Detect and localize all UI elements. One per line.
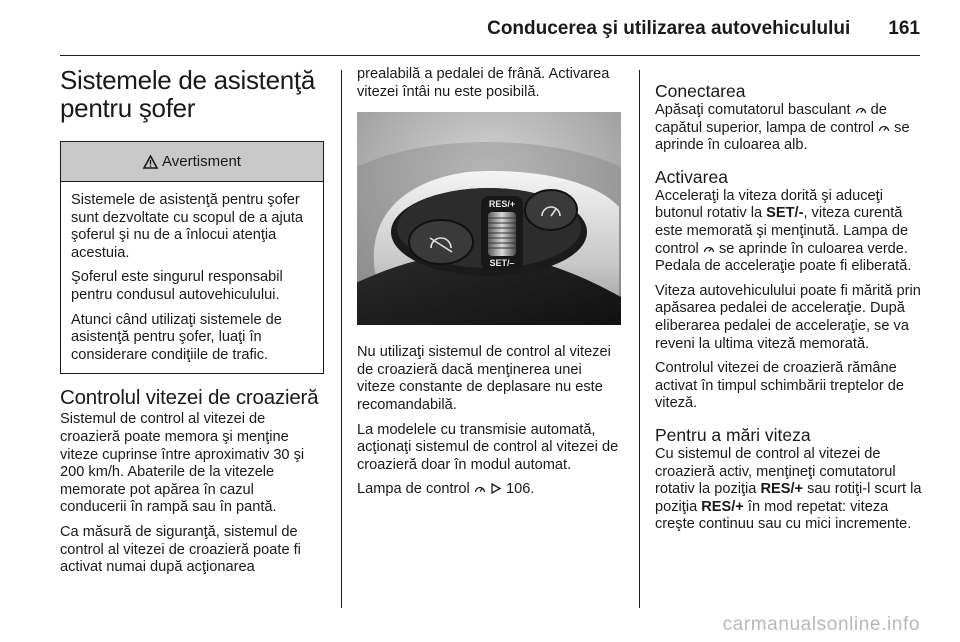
header-title: Conducerea şi utilizarea autovehiculului: [487, 18, 851, 39]
page-number: 161: [888, 18, 920, 39]
subheading-activate: Activarea: [655, 166, 728, 187]
warning-box: [60, 141, 324, 374]
column-1: [60, 66, 324, 584]
paragraph: prealabilă a pedalei de frână. Activarea vitezei întâi nu este posibilă.: [357, 66, 610, 100]
subheading-increase-speed: Pentru a mări viteza: [655, 424, 811, 445]
steering-wheel-controls-photo: [357, 112, 621, 325]
paragraph: La modelele cu transmisie automată, acţionaţi sistemul de control al vitezei de croazieră doar în modul automat.: [357, 421, 619, 473]
warning-text-1: Sistemele de asistenţă pentru şofer sunt dezvoltate cu scopul de a ajuta şoferul şi nu de a înlocui atenţia acestuia.: [71, 192, 304, 261]
paragraph: Apăsaţi comutatorul basculant de capătul superior, lampa de control se aprinde în culoarea alb.: [655, 102, 910, 154]
paragraph: Controlul vitezei de croazieră rămâne activat în timpul schimbării treptelor de viteză.: [655, 360, 905, 412]
paragraph: Viteza autovehiculului poate fi mărită prin apăsarea pedalei de acceleraţie. După eliberarea pedalei de acceleraţie, se va reveni la ultima viteză memorată.: [655, 282, 921, 352]
cruise-control-lamp-icon: [474, 483, 486, 494]
steering-wheel-illustration: [357, 112, 621, 325]
set-button-label: SET/–: [489, 258, 515, 269]
paragraph: Nu utilizaţi sistemul de control al vitezei de croazieră dacă menţinerea unei viteze constante de deplasare nu este recomandabilă.: [357, 344, 611, 413]
page-header: [0, 14, 920, 44]
page-reference-arrow-icon: [490, 483, 502, 494]
watermark: carmanualsonline.info: [722, 614, 920, 635]
paragraph: Sistemul de control al vitezei de croazieră poate memora şi menţine viteze cuprinse între aproximativ 30 şi 200 km/h. Abaterile de la vitezele memorate pot apărea în cazul conducerii în rampă sau în pantă.: [60, 411, 305, 516]
warning-body: [61, 182, 323, 373]
warning-text-2: Şoferul este singurul responsabil pentru condusul autovehiculului.: [71, 269, 283, 303]
header-divider: [60, 55, 920, 56]
res-button-label: RES/+: [488, 199, 516, 210]
paragraph: Cu sistemul de control al vitezei de croazieră activ, menţineţi comutatorul rotativ la poziţia RES/+ sau rotiţi-l scurt la poziţia RES/+ în mod repetat: viteza creşte continuu sau cu mici incremente.: [655, 445, 922, 533]
warning-text-3: Atunci când utilizaţi sistemele de asistenţă pentru şofer, luaţi în considerare condiţiile de trafic.: [71, 311, 282, 363]
cruise-control-lamp-icon: [855, 104, 867, 115]
paragraph: Acceleraţi la viteza dorită şi aduceţi butonul rotativ la SET/-, viteza curentă este memorată şi menţinută. Lampa de control se aprinde în culoarea verde. Pedala de acceleraţie poate fi eliberată.: [655, 187, 912, 275]
column-2: [357, 66, 622, 506]
cruise-control-lamp-icon: [878, 122, 890, 133]
subheading-connect: Conectarea: [655, 81, 746, 101]
section-title-cruise-control: Controlul vitezei de croazieră: [60, 386, 319, 410]
chapter-title: Sistemele de asistenţă pentru şofer: [60, 65, 315, 123]
paragraph: Lampa de control 106.: [357, 481, 535, 498]
column-divider-1: [341, 70, 342, 608]
column-divider-2: [639, 70, 640, 608]
column-3: [655, 82, 925, 541]
warning-header: [61, 142, 323, 182]
warning-triangle-icon: [143, 155, 158, 169]
cruise-control-lamp-icon: [703, 243, 715, 254]
paragraph: Ca măsură de siguranţă, sistemul de control al vitezei de croazieră poate fi activat numai după acţionarea: [60, 523, 301, 576]
warning-label: Avertisment: [162, 152, 241, 170]
